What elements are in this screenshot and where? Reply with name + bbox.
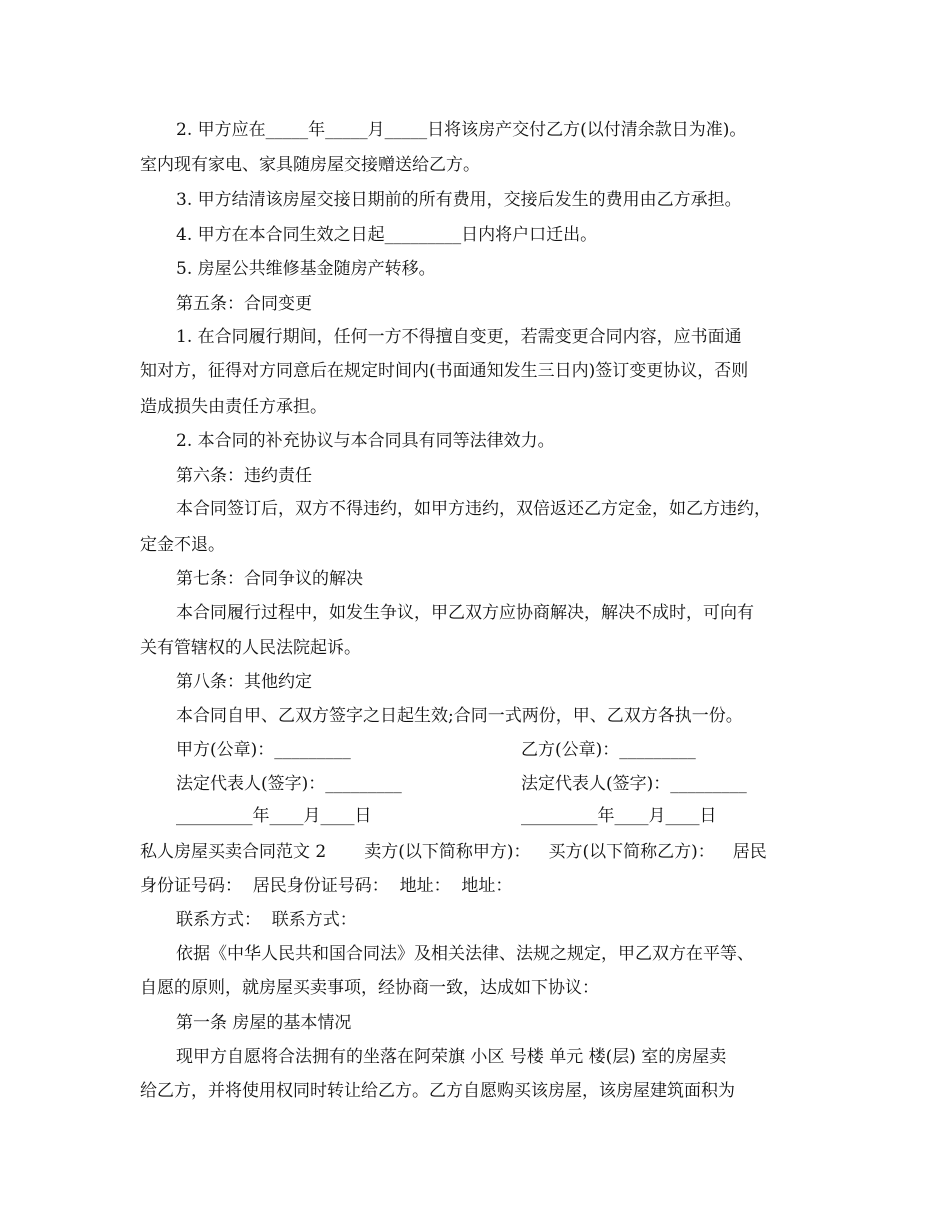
signature-party-a-date: _________年____月____日 <box>176 806 372 826</box>
signature-party-b-seal: 乙方(公章)：_________ <box>521 740 696 760</box>
clause-8-heading: 第八条：其他约定 <box>176 672 312 692</box>
clause-5-heading: 第五条：合同变更 <box>176 294 312 314</box>
contact-line: 联系方式： 联系方式： <box>176 910 357 930</box>
article-1-heading: 第一条 房屋的基本情况 <box>176 1013 352 1033</box>
clause-4-item-2-cont: 室内现有家电、家具随房屋交接赠送给乙方。 <box>140 155 480 175</box>
clause-5-item-1-cont: 知对方，征得对方同意后在规定时间内(书面通知发生三日内)签订变更协议，否则 <box>140 361 749 381</box>
article-1-body-cont: 给乙方，并将使用权同时转让给乙方。乙方自愿购买该房屋，该房屋建筑面积为 <box>140 1081 735 1101</box>
clause-4-item-3: 3. 甲方结清该房屋交接日期前的所有费用，交接后发生的费用由乙方承担。 <box>176 190 742 210</box>
clause-4-item-5: 5. 房屋公共维修基金随房产转移。 <box>176 259 436 279</box>
signature-party-a-seal: 甲方(公章)：_________ <box>176 740 351 760</box>
clause-5-item-2: 2. 本合同的补充协议与本合同具有同等法律效力。 <box>176 431 555 451</box>
buyer-label: 买方(以下简称乙方)： <box>548 842 715 862</box>
resident-label: 居民 <box>732 842 767 862</box>
signature-party-a-representative: 法定代表人(签字)：_________ <box>176 774 402 794</box>
clause-4-item-2: 2. 甲方应在_____年_____月_____日将该房产交付乙方(以付清余款日为准)。 <box>176 120 747 140</box>
party-info-line: 身份证号码： 居民身份证号码： 地址： 地址： <box>140 876 513 896</box>
clause-5-item-1: 1. 在合同履行期间，任何一方不得擅自变更，若需变更合同内容，应书面通 <box>176 327 742 347</box>
signature-party-b-representative: 法定代表人(签字)：_________ <box>521 774 747 794</box>
signature-party-b-date: _________年____月____日 <box>521 806 717 826</box>
clause-7-body: 本合同履行过程中，如发生争议，甲乙双方应协商解决，解决不成时，可向有 <box>176 603 754 623</box>
seller-label: 卖方(以下简称甲方)： <box>364 842 531 862</box>
article-1-body: 现甲方自愿将合法拥有的坐落在阿荣旗 小区 号楼 单元 楼(层) 室的房屋卖 <box>176 1047 727 1067</box>
clause-5-item-1-cont2: 造成损失由责任方承担。 <box>140 397 327 417</box>
clause-7-body-cont: 关有管辖权的人民法院起诉。 <box>140 638 361 658</box>
clause-4-item-4: 4. 甲方在本合同生效之日起_________日内将户口迁出。 <box>176 225 598 245</box>
clause-7-heading: 第七条：合同争议的解决 <box>176 569 363 589</box>
contract-2-title: 私人房屋买卖合同范文 2 <box>140 842 327 862</box>
clause-6-body: 本合同签订后，双方不得违约，如甲方违约，双倍返还乙方定金，如乙方违约， <box>176 499 771 519</box>
clause-8-body: 本合同自甲、乙双方签字之日起生效;合同一式两份，甲、乙双方各执一份。 <box>176 706 743 726</box>
preamble: 依据《中华人民共和国合同法》及相关法律、法规之规定，甲乙双方在平等、 <box>176 944 754 964</box>
clause-6-body-cont: 定金不退。 <box>140 535 225 555</box>
contract-2-title-line <box>140 842 767 862</box>
preamble-cont: 自愿的原则，就房屋买卖事项，经协商一致，达成如下协议： <box>140 978 599 998</box>
clause-6-heading: 第六条：违约责任 <box>176 466 312 486</box>
